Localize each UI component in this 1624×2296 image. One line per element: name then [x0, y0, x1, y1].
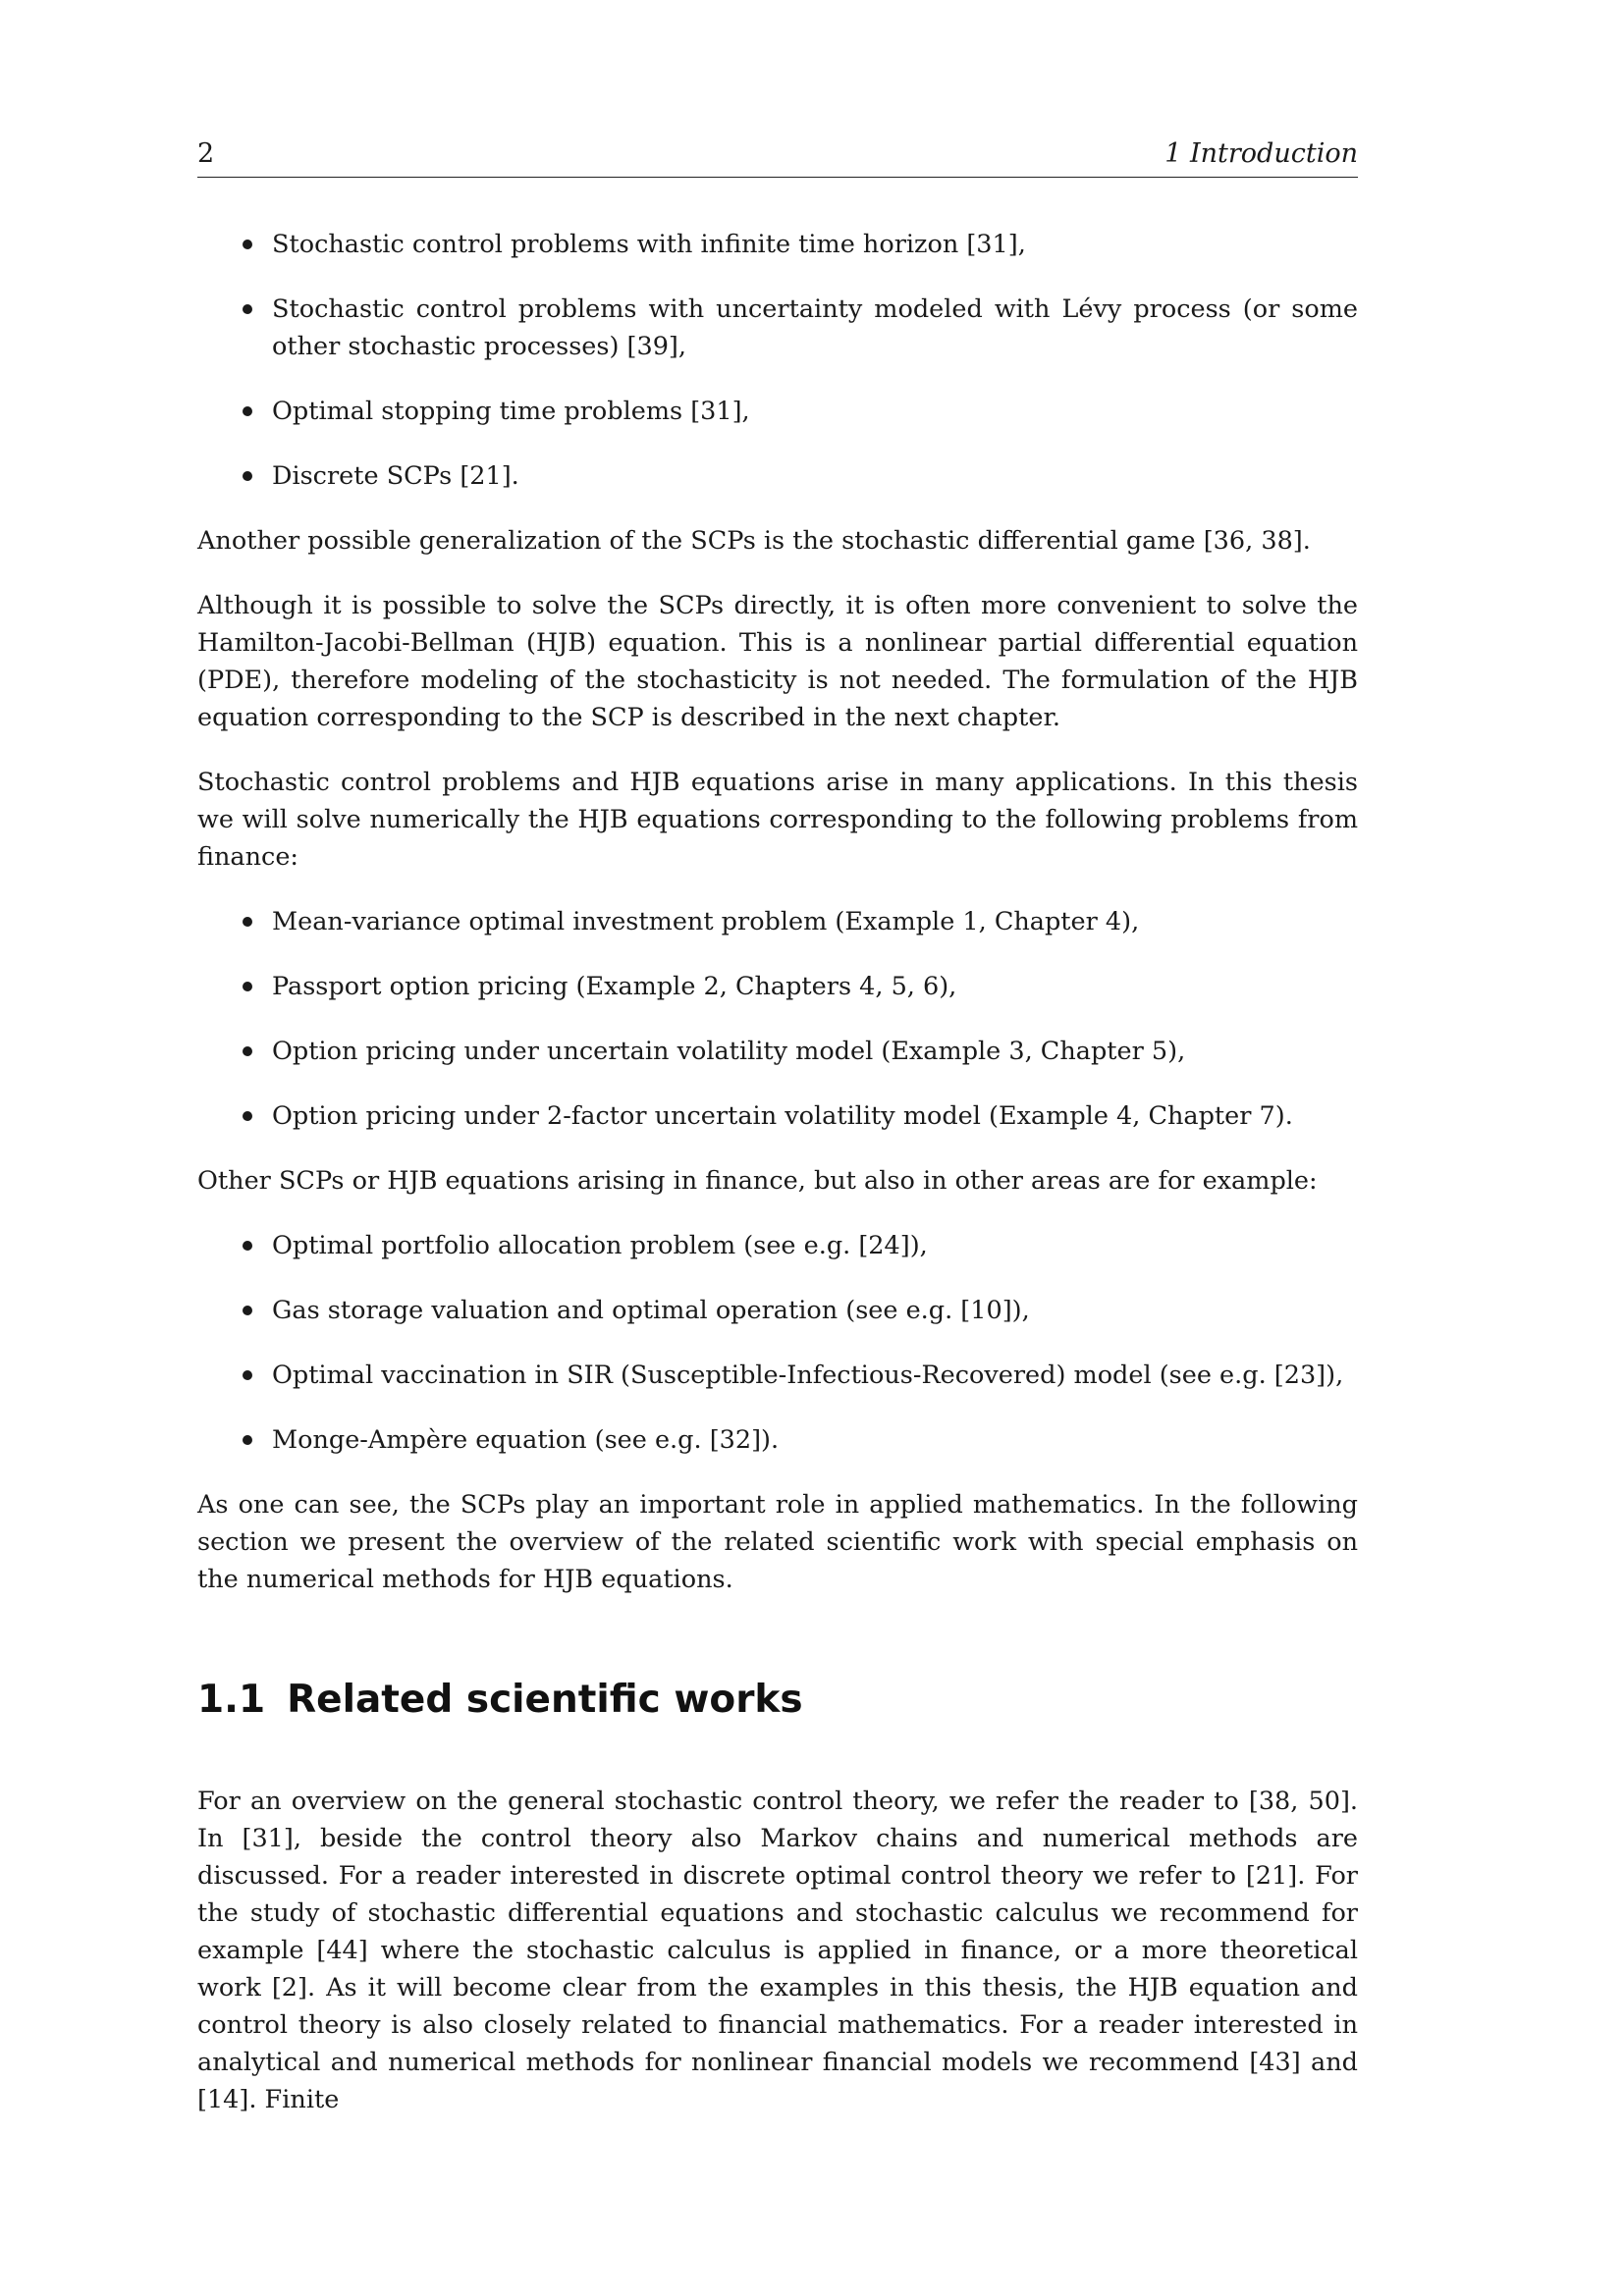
paragraph: Stochastic control problems and HJB equations arise in many applications. In this thesis we will solve numerically the HJB equations corresponding to the following problems from finance: [197, 768, 1358, 872]
bullet-icon [243, 982, 252, 991]
list-item: Optimal vaccination in SIR (Susceptible-Infectious-Recovered) model (see e.g. [23]), [197, 1357, 1358, 1394]
paragraph: Although it is possible to solve the SCPs directly, it is often more convenient to solve the Hamilton-Jacobi-Bellman (HJB) equation. This is a nonlinear partial differential equation (PDE), therefore modeling of the stochasticity is not needed. The formulation of the HJB equation corresponding to the SCP is described in the next chapter. [197, 591, 1358, 732]
paragraph: As one can see, the SCPs play an important role in applied mathematics. In the following section we present the overview of the related scientific work with special emphasis on the numerical methods for HJB equations. [197, 1490, 1358, 1594]
list-item: Gas storage valuation and optimal operation (see e.g. [10]), [197, 1292, 1358, 1329]
bullet-icon [243, 1306, 252, 1315]
bullet-icon [243, 917, 252, 927]
list-item: Option pricing under uncertain volatility model (Example 3, Chapter 5), [197, 1033, 1358, 1070]
list-item: Passport option pricing (Example 2, Chapters 4, 5, 6), [197, 968, 1358, 1005]
bullet-icon [243, 1370, 252, 1380]
bullet-icon [243, 304, 252, 314]
paragraph: For an overview on the general stochastic control theory, we refer the reader to [38, 50]. In [31], beside the control theory also Markov chains and numerical methods are discussed. For a reader interested in discrete optimal control theory we refer to [21]. For the study of stochastic differential equations and stochastic calculus we recommend for example [44] where the stochastic calculus is applied in finance, or a more theoretical work [2]. As it will become clear from the examples in this thesis, the HJB equation and control theory is also closely related to financial mathematics. For a reader interested in analytical and numerical methods for nonlinear financial models we recommend [43] and [14]. Finite [197, 1787, 1358, 2114]
generalizations-list [197, 226, 1358, 495]
list-item: Optimal portfolio allocation problem (see e.g. [24]), [197, 1227, 1358, 1264]
section-title: Related scientific works [287, 1678, 803, 1722]
bullet-icon [243, 1241, 252, 1251]
body-text [197, 226, 1358, 2146]
paragraph: Other SCPs or HJB equations arising in finance, but also in other areas are for example: [197, 1166, 1318, 1196]
list-item: Stochastic control problems with uncertainty modeled with Lévy process (or some other stochastic processes) [39], [197, 291, 1358, 365]
bullet-icon [243, 1111, 252, 1121]
list-item: Option pricing under 2-factor uncertain volatility model (Example 4, Chapter 7). [197, 1097, 1358, 1135]
bullet-icon [243, 1046, 252, 1056]
section-heading [197, 1677, 1358, 1724]
running-header [197, 137, 1358, 178]
page-number: 2 [197, 138, 215, 169]
chapter-title: 1 Introduction [1164, 138, 1358, 169]
other-problems-list [197, 1227, 1358, 1459]
paragraph: Another possible generalization of the SCPs is the stochastic differential game [36, 38]. [197, 526, 1311, 556]
list-item: Mean-variance optimal investment problem (Example 1, Chapter 4), [197, 903, 1358, 940]
section-number: 1.1 [197, 1678, 266, 1722]
list-item: Stochastic control problems with infinite time horizon [31], [197, 226, 1358, 263]
bullet-icon [243, 1435, 252, 1445]
bullet-icon [243, 406, 252, 416]
list-item: Discrete SCPs [21]. [197, 457, 1358, 495]
list-item: Monge-Ampère equation (see e.g. [32]). [197, 1421, 1358, 1459]
list-item: Optimal stopping time problems [31], [197, 393, 1358, 430]
finance-problems-list [197, 903, 1358, 1135]
bullet-icon [243, 240, 252, 249]
bullet-icon [243, 471, 252, 481]
